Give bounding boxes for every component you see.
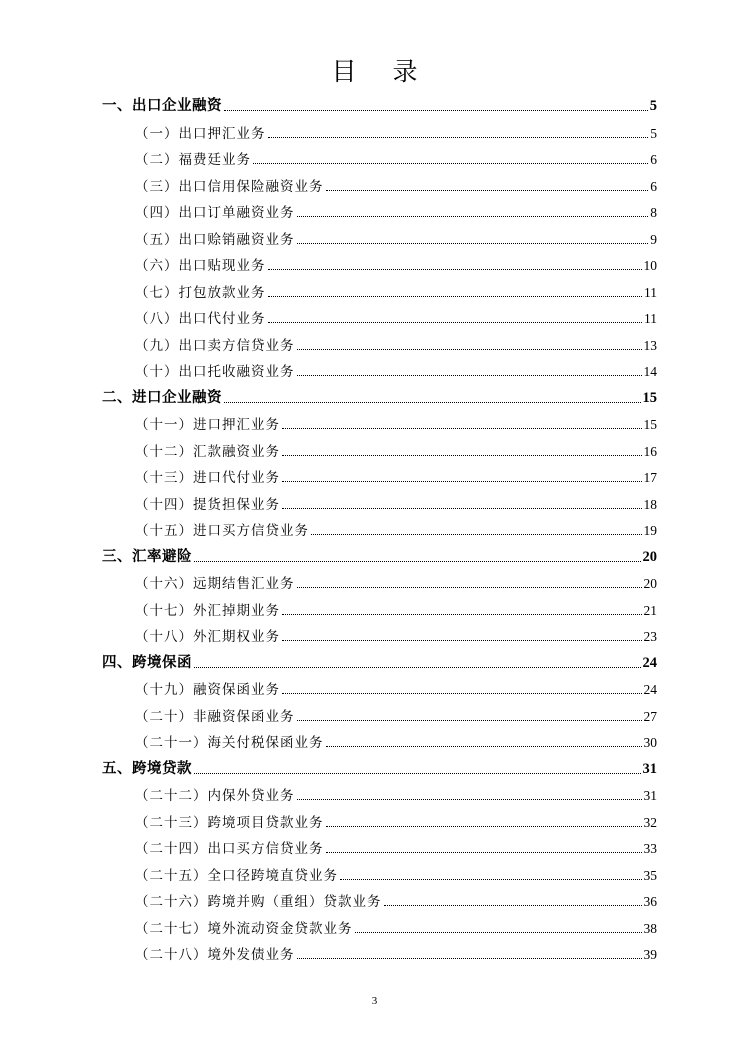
toc-entry-label: （十三）进口代付业务 <box>135 470 280 486</box>
toc-entry-label: 二、进口企业融资 <box>102 389 222 406</box>
toc-entry-page: 31 <box>642 760 657 777</box>
toc-section-entry[interactable] <box>0 252 749 274</box>
dot-leader <box>355 932 642 933</box>
toc-section-entry[interactable] <box>0 279 749 301</box>
toc-entry-label: （二十四）出口买方信贷业务 <box>135 841 324 857</box>
toc-entry-label: （十四）提货担保业务 <box>135 496 280 513</box>
toc-entry-page: 20 <box>643 576 657 591</box>
toc-entry-page: 33 <box>643 841 657 856</box>
toc-chapter-entry[interactable] <box>0 93 749 115</box>
toc-entry-page: 36 <box>643 894 657 909</box>
toc-entry-page: 5 <box>649 98 657 114</box>
toc-entry-label: （二十八）境外发债业务 <box>135 947 295 963</box>
toc-entry-page: 38 <box>643 920 657 936</box>
toc-entry-page: 8 <box>650 205 657 220</box>
page-title: 目 录 <box>331 57 432 86</box>
dot-leader <box>297 375 642 376</box>
toc-entry-page: 35 <box>643 867 657 883</box>
toc-section-entry[interactable] <box>0 862 749 884</box>
toc-section-entry[interactable] <box>0 120 749 142</box>
toc-entry-page: 21 <box>643 602 657 618</box>
toc-entry-label: （一）出口押汇业务 <box>135 125 266 142</box>
dot-leader <box>297 799 642 800</box>
dot-leader <box>268 269 642 270</box>
toc-section-entry[interactable] <box>0 915 749 937</box>
page-number: 3 <box>371 995 378 1007</box>
toc-entry-page: 11 <box>644 284 657 300</box>
toc-section-entry[interactable] <box>0 597 749 619</box>
toc-section-entry[interactable] <box>0 438 749 460</box>
toc-entry-label: （五）出口赊销融资业务 <box>135 231 295 248</box>
toc-entry-page: 24 <box>643 682 657 697</box>
dot-leader <box>282 614 642 615</box>
dot-leader <box>282 693 642 694</box>
toc-entry-label: 一、出口企业融资 <box>102 98 222 114</box>
toc-entry-label: （二十）非融资保函业务 <box>135 708 295 725</box>
dot-leader <box>297 958 642 959</box>
dot-leader <box>297 349 642 350</box>
toc-section-entry[interactable] <box>0 570 749 592</box>
toc-entry-label: （二十五）全口径跨境直贷业务 <box>135 867 338 884</box>
toc-section-entry[interactable] <box>0 782 749 804</box>
toc-entry-label: （二十二）内保外贷业务 <box>135 788 295 804</box>
toc-section-entry[interactable] <box>0 835 749 857</box>
dot-leader <box>282 455 642 456</box>
toc-entry-label: 五、跨境贷款 <box>102 760 192 777</box>
toc-entry-page: 32 <box>643 814 657 830</box>
toc-entry-page: 13 <box>643 337 657 353</box>
toc-entry-page: 15 <box>643 417 657 432</box>
toc-section-entry[interactable] <box>0 703 749 725</box>
toc-entry-page: 14 <box>643 364 657 379</box>
dot-leader <box>253 163 648 164</box>
toc-entry-label: （三）出口信用保险融资业务 <box>135 178 324 195</box>
toc-entry-label: 四、跨境保函 <box>102 654 192 671</box>
dot-leader <box>297 243 649 244</box>
toc-chapter-entry[interactable] <box>0 544 749 566</box>
dot-leader <box>194 773 641 774</box>
toc-chapter-entry[interactable] <box>0 650 749 672</box>
toc-entry-page: 9 <box>650 231 657 247</box>
toc-entry-page: 24 <box>642 654 657 671</box>
toc-section-entry[interactable] <box>0 226 749 248</box>
toc-section-entry[interactable] <box>0 358 749 380</box>
toc-section-entry[interactable] <box>0 809 749 831</box>
toc-entry-label: （二十六）跨境并购（重组）贷款业务 <box>135 894 382 910</box>
dot-leader <box>326 826 642 827</box>
toc-section-entry[interactable] <box>0 411 749 433</box>
toc-entry-label: （二）福费廷业务 <box>135 152 251 168</box>
toc-entry-page: 6 <box>650 152 657 167</box>
toc-entry-page: 18 <box>643 496 657 512</box>
dot-leader <box>326 190 649 191</box>
toc-entry-label: 三、汇率避险 <box>102 548 192 565</box>
dot-leader <box>297 720 642 721</box>
toc-entry-label: （二十三）跨境项目贷款业务 <box>135 814 324 831</box>
dot-leader <box>340 879 642 880</box>
toc-section-entry[interactable] <box>0 464 749 486</box>
toc-section-entry[interactable] <box>0 199 749 221</box>
toc-section-entry[interactable] <box>0 729 749 751</box>
toc-entry-page: 5 <box>650 125 657 141</box>
toc-entry-page: 17 <box>643 470 657 485</box>
toc-entry-label: （十八）外汇期权业务 <box>135 629 280 645</box>
toc-entry-page: 20 <box>642 548 657 565</box>
dot-leader <box>268 322 643 323</box>
toc-section-entry[interactable] <box>0 623 749 645</box>
toc-entry-page: 39 <box>643 947 657 962</box>
toc-entry-label: （十七）外汇掉期业务 <box>135 602 280 619</box>
toc-entry-label: （九）出口卖方信贷业务 <box>135 337 295 354</box>
dot-leader <box>311 534 642 535</box>
toc-section-entry[interactable] <box>0 332 749 354</box>
toc-entry-label: （二十七）境外流动资金贷款业务 <box>135 920 353 937</box>
toc-section-entry[interactable] <box>0 941 749 963</box>
toc-chapter-entry[interactable] <box>0 385 749 407</box>
dot-leader <box>268 137 649 138</box>
toc-section-entry[interactable] <box>0 305 749 327</box>
dot-leader <box>326 746 642 747</box>
toc-section-entry[interactable] <box>0 491 749 513</box>
dot-leader <box>268 296 643 297</box>
toc-entry-label: （六）出口贴现业务 <box>135 258 266 274</box>
dot-leader <box>384 905 642 906</box>
dot-leader <box>297 587 642 588</box>
toc-section-entry[interactable] <box>0 517 749 539</box>
dot-leader <box>297 216 649 217</box>
toc-entry-label: （十）出口托收融资业务 <box>135 364 295 380</box>
toc-section-entry[interactable] <box>0 146 749 168</box>
dot-leader <box>224 110 648 111</box>
toc-section-entry[interactable] <box>0 173 749 195</box>
toc-entry-page: 19 <box>643 523 657 538</box>
toc-section-entry[interactable] <box>0 676 749 698</box>
dot-leader <box>194 561 641 562</box>
toc-entry-label: （十五）进口买方信贷业务 <box>135 523 309 539</box>
toc-entry-label: （八）出口代付业务 <box>135 311 266 327</box>
toc-entry-page: 31 <box>643 788 657 803</box>
dot-leader <box>282 428 642 429</box>
toc-chapter-entry[interactable] <box>0 756 749 778</box>
toc-section-entry[interactable] <box>0 888 749 910</box>
toc-entry-label: （二十一）海关付税保函业务 <box>135 735 324 751</box>
dot-leader <box>194 667 641 668</box>
toc-entry-page: 15 <box>642 389 657 406</box>
dot-leader <box>282 640 642 641</box>
toc-entry-page: 6 <box>650 178 657 194</box>
toc-entry-page: 23 <box>643 629 657 644</box>
dot-leader <box>282 508 642 509</box>
toc-entry-page: 16 <box>643 443 657 459</box>
toc-entry-page: 10 <box>643 258 657 273</box>
dot-leader <box>224 402 641 403</box>
toc-entry-label: （七）打包放款业务 <box>135 284 266 301</box>
dot-leader <box>326 852 642 853</box>
toc-entry-page: 30 <box>643 735 657 750</box>
toc-entry-page: 27 <box>643 708 657 724</box>
toc-entry-label: （十二）汇款融资业务 <box>135 443 280 460</box>
toc-entry-label: （四）出口订单融资业务 <box>135 205 295 221</box>
toc-entry-label: （十九）融资保函业务 <box>135 682 280 698</box>
toc-entry-label: （十一）进口押汇业务 <box>135 417 280 433</box>
toc-entry-label: （十六）远期结售汇业务 <box>135 576 295 592</box>
dot-leader <box>282 481 642 482</box>
toc-entry-page: 11 <box>644 311 657 326</box>
